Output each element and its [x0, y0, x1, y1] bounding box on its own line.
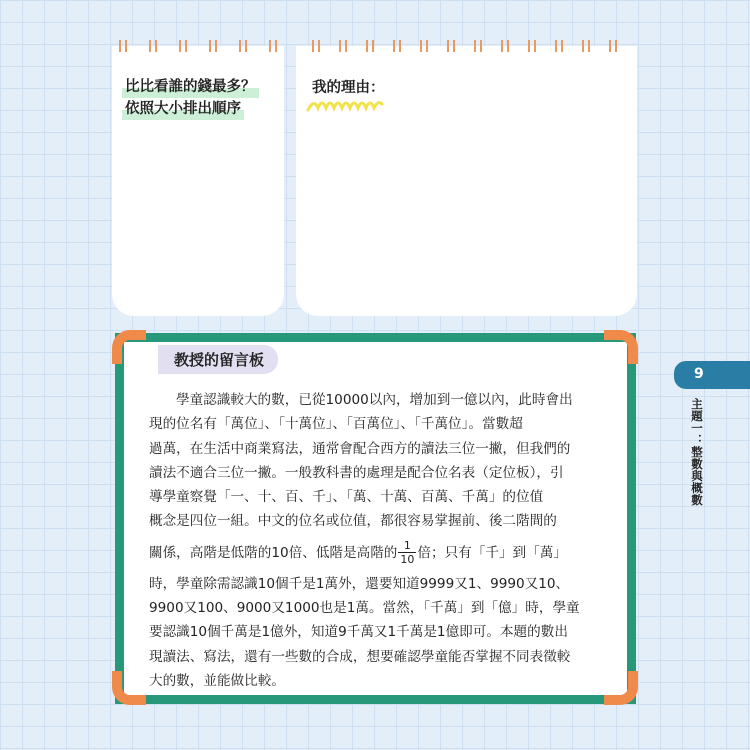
board-text-line: 現讀法、寫法，還有一些數的合成，想要確認學童能否掌握不同表徵較	[149, 648, 571, 665]
board-text-line: 大的數，並能做比較。	[149, 672, 285, 689]
page-number-tab	[674, 361, 750, 389]
spiral-ring-icon	[366, 40, 374, 52]
spiral-ring-icon	[609, 40, 617, 52]
spiral-ring-icon	[149, 40, 157, 52]
fraction-numerator: 1	[398, 539, 416, 553]
spiral-ring-icon	[555, 40, 563, 52]
board-text-line: 現的位名有「萬位」、「十萬位」、「百萬位」、「千萬位」。當數超	[149, 416, 523, 433]
board-text-line: 學童認識較大的數，已從10000以內，增加到一億以內，此時會出	[176, 392, 573, 408]
spiral-ring-icon	[339, 40, 347, 52]
board-text-line: 概念是四位一組。中文的位名或位值，都很容易掌握前、後二階間的	[149, 513, 557, 530]
fraction-denominator: 10	[400, 553, 415, 567]
spiral-ring-icon	[501, 40, 509, 52]
spiral-binding	[112, 40, 284, 52]
reason-label: 我的理由：	[312, 80, 385, 96]
spiral-ring-icon	[582, 40, 590, 52]
spiral-ring-icon	[119, 40, 127, 52]
board-text-line: 時，學童除需認識10個千是1萬外，還要知道9999又1、9990又10、	[149, 575, 570, 592]
spiral-ring-icon	[420, 40, 428, 52]
reason-note-card	[296, 46, 637, 316]
fraction-one-tenth	[398, 539, 416, 566]
board-text-line: 讀法不適合三位一撇。一般教科書的處理是配合位名表（定位板），引	[149, 464, 564, 481]
ordering-prompt	[122, 76, 259, 120]
fraction-line-after: 倍；只有「千」到「萬」	[417, 544, 567, 561]
ordering-note-card	[112, 46, 284, 316]
board-body-text	[149, 388, 609, 693]
spiral-ring-icon	[209, 40, 217, 52]
board-corner-accent	[112, 671, 146, 705]
spiral-ring-icon	[312, 40, 320, 52]
board-text-line: 9900又100、9000又1000也是1萬。當然，「千萬」到「億」時，學童	[149, 600, 580, 617]
board-text-line: 要認識10個千萬是1億外，知道9千萬又1千萬是1億即可。本題的數出	[149, 624, 568, 641]
board-corner-accent	[604, 330, 638, 364]
page-number: 9	[694, 366, 704, 382]
spiral-ring-icon	[474, 40, 482, 52]
board-title: 教授的留言板	[158, 345, 278, 374]
board-corner-accent	[112, 330, 146, 364]
board-text-line-with-fraction	[149, 536, 609, 570]
board-text-line: 過萬，在生活中商業寫法，通常會配合西方的讀法三位一撇，但我們的	[149, 440, 571, 457]
prompt-line-1: 比比看誰的錢最多？	[122, 76, 259, 98]
spiral-ring-icon	[269, 40, 277, 52]
spiral-ring-icon	[528, 40, 536, 52]
spiral-ring-icon	[447, 40, 455, 52]
prompt-line-2: 依照大小排出順序	[122, 98, 244, 120]
spiral-ring-icon	[239, 40, 247, 52]
chapter-title: 主題一：整數與概數	[690, 398, 704, 506]
spiral-binding	[296, 40, 637, 52]
fraction-line-before: 關係，高階是低階的10倍、低階是高階的	[149, 544, 398, 561]
spiral-ring-icon	[393, 40, 401, 52]
spiral-ring-icon	[179, 40, 187, 52]
squiggle-underline-icon	[304, 94, 384, 116]
board-text-line: 導學童察覺「一、十、百、千」、「萬、十萬、百萬、千萬」的位值	[149, 489, 544, 506]
